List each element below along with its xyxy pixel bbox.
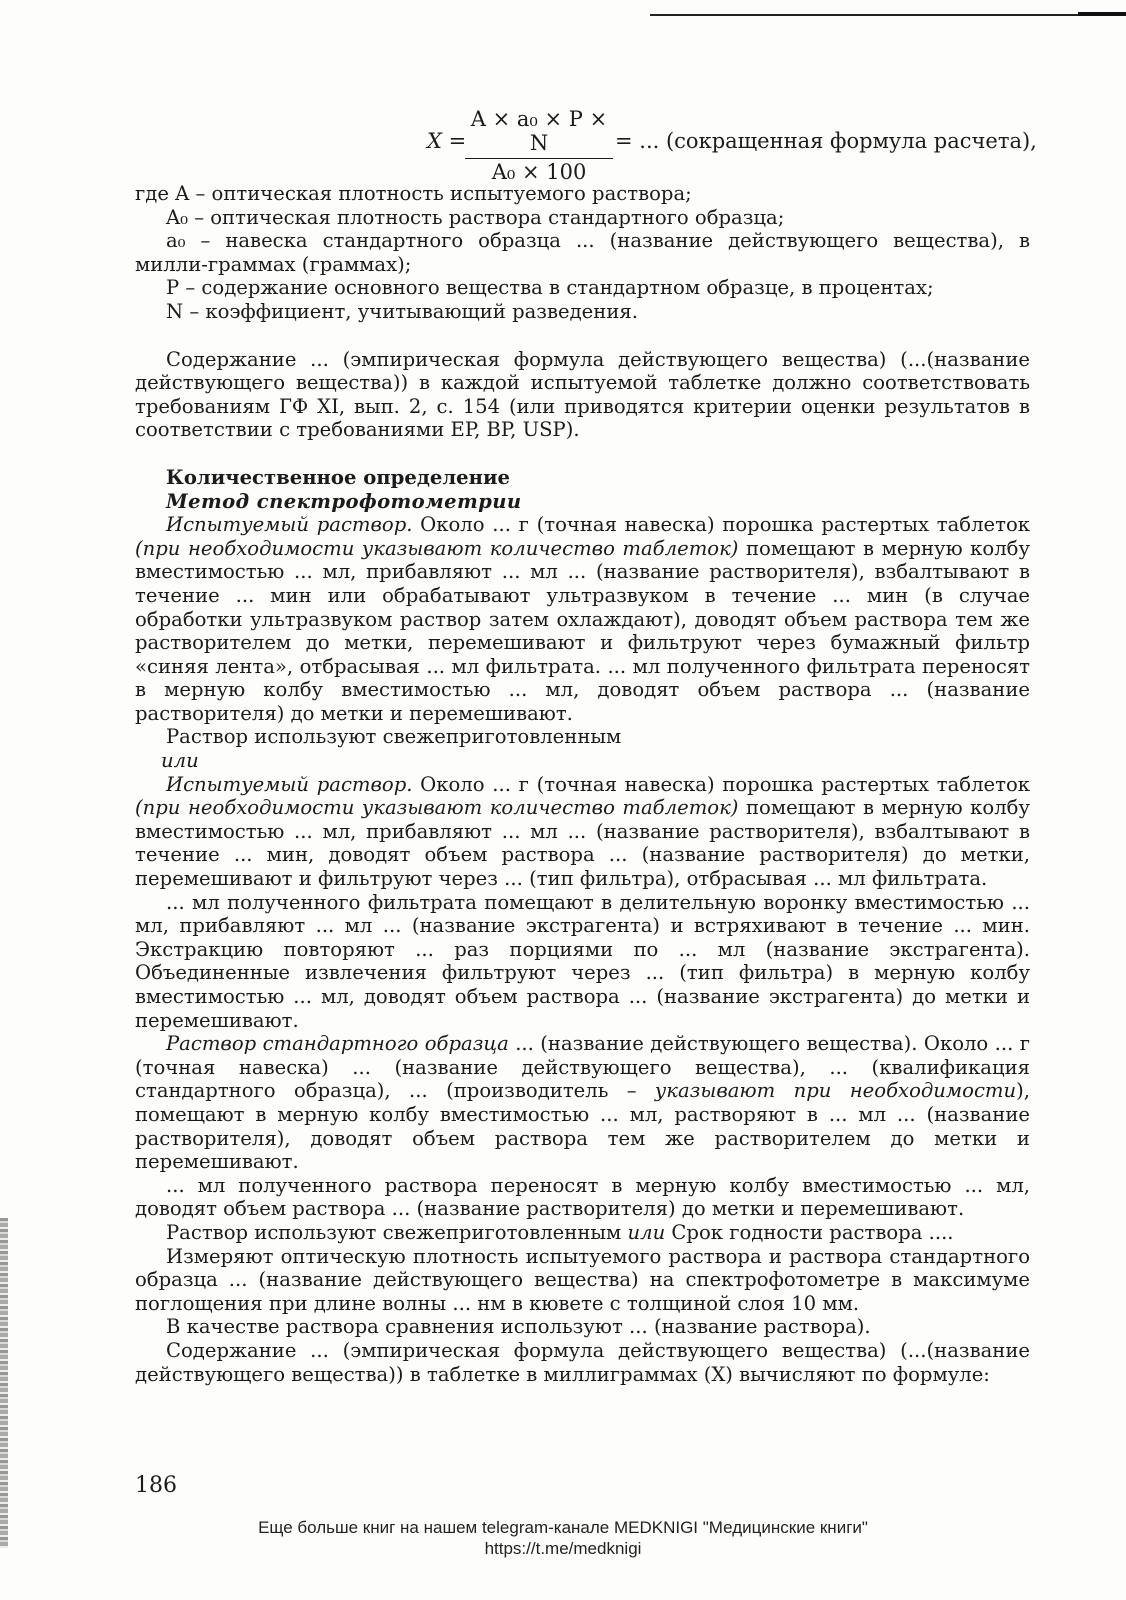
page-number: 186 <box>135 1473 177 1498</box>
definition-a0-mass: a₀ – навеска стандартного образца ... (название действующего вещества), в милли-граммах (граммах); <box>135 229 1030 276</box>
definition-n: N – коэффициент, учитывающий разведения. <box>166 299 638 323</box>
formula-fraction <box>465 108 613 185</box>
shelf-life-or: или <box>627 1220 666 1244</box>
standard-solution-label: Раствор стандартного образца <box>166 1032 509 1056</box>
top-rule-end <box>1078 12 1126 16</box>
footer-link[interactable]: https://t.me/medknigi <box>484 1539 642 1558</box>
formula-numerator: A × a₀ × P × N <box>465 108 613 159</box>
test-solution-label: Испытуемый раствор. <box>166 772 413 796</box>
standard-solution-text: ... (название действующего вещества). Около ... г (точная навеска) ... (название действующего вещества), ... (квалификация стандартного образца), ... (производитель – <box>135 1032 1030 1103</box>
formula-lhs: X = <box>427 129 467 153</box>
measurement-paragraph: Измеряют оптическую плотность испытуемого раствора и раствора стандартного образца ... (название действующего вещества) на спектрофотометре в максимуме поглощения при длине волны ... нм в кювете с толщиной слоя 10 мм. <box>135 1244 1030 1315</box>
scan-edge-artifact <box>0 1218 8 1548</box>
definition-a0: A₀ – оптическая плотность раствора стандартного образца; <box>166 205 785 229</box>
test-solution-text: Около ... г (точная навеска) порошка растертых таблеток <box>412 772 1030 796</box>
test-solution-note: (при необходимости указывают количество таблеток) <box>135 536 739 560</box>
test-solution-paragraph-1 <box>135 513 1030 725</box>
calculation-formula <box>135 107 1037 185</box>
calculation-paragraph: Содержание ... (эмпирическая формула действующего вещества) (...(название действующего вещества)) в таблетке в миллиграммах (X) вычисляют по формуле: <box>135 1338 1030 1386</box>
test-solution-note: (при необходимости указывают количество таблеток) <box>135 796 739 820</box>
test-solution-text: Около ... г (точная навеска) порошка растертых таблеток <box>412 513 1030 537</box>
method-subheading: Метод спектрофотометрии <box>166 489 522 513</box>
test-solution-text: помещают в мерную колбу вместимостью ... мл, прибавляют ... мл ... (название растворителя), взбалтывают в течение ... мин или обрабатывают ультразвуком в течение ... мин (в случае обработки ультразвуком раствор затем охлаждают), доводят объем раствора тем же растворителем до метки, перемешивают и фильтруют через бумажный фильтр «синяя лента», отбрасывая ... мл фильтрата. ... мл полученного фильтрата переносят в мерную колбу вместимостью ... мл, доводят объем раствора ... (название растворителя) до метки и перемешивают. <box>135 536 1030 725</box>
shelf-life-text: Срок годности раствора .... <box>665 1220 954 1244</box>
or-label: или <box>161 749 199 773</box>
test-solution-paragraph-2 <box>135 773 1030 891</box>
shelf-life-paragraph <box>135 1221 1030 1245</box>
footer-promo: Еще больше книг на нашем telegram-канале MEDKNIGI "Медицинские книги" <box>258 1518 868 1537</box>
definition-a: где A – оптическая плотность испытуемого раствора; <box>135 182 692 205</box>
standard-solution-text: ), помещают в мерную колбу вместимостью ... мл, растворяют в ... мл ... (название растворителя), доводят объем раствора тем же растворителем до метки и перемешивают. <box>135 1079 1030 1174</box>
formula-rhs: = ... (сокращенная формула расчета), <box>615 129 1037 153</box>
definition-p: P – содержание основного вещества в стандартном образце, в процентах; <box>166 276 934 300</box>
requirement-paragraph: Содержание ... (эмпирическая формула действующего вещества) (...(название действующего вещества)) в каждой испытуемой таблетке должно соответствовать требованиям ГФ XI, вып. 2, с. 154 (или приводятся критерии оценки результатов в соответствии с требованиями EP, BP, USP). <box>135 347 1030 442</box>
dilution-paragraph: ... мл полученного раствора переносят в мерную колбу вместимостью ... мл, доводят объем раствора ... (название растворителя) до метки и перемешивают. <box>135 1173 1030 1221</box>
reference-paragraph: В качестве раствора сравнения используют ... (название раствора). <box>166 1315 871 1339</box>
extraction-paragraph: ... мл полученного фильтрата помещают в делительную воронку вместимостью ... мл, прибавляют ... мл ... (название экстрагента) и встряхивают в течение ... мин. Экстракцию повторяют ... раз порциями по ... мл (название экстрагента). Объединенные извлечения фильтруют через ... (тип фильтра) в мерную колбу вместимостью ... мл, доводят объем раствора ... (название экстрагента) до метки и перемешивают. <box>135 890 1030 1032</box>
section-heading: Количественное определение <box>166 465 510 489</box>
test-solution-label: Испытуемый раствор. <box>166 513 413 537</box>
standard-solution-paragraph <box>135 1032 1030 1174</box>
formula-denominator: A₀ × 100 <box>491 160 587 185</box>
standard-solution-note: указывают при необходимости <box>654 1079 1017 1103</box>
fresh-note: Раствор используют свежеприготовленным <box>166 725 622 749</box>
page-body <box>135 107 1037 1386</box>
test-solution-text: помещают в мерную колбу вместимостью ... мл, прибавляют ... мл ... (название растворителя), взбалтывают в течение ... мин, доводят объем раствора ... (название растворителя) до метки, перемешивают и фильтруют через ... (тип фильтра), отбрасывая ... мл фильтрата. <box>135 796 1030 891</box>
shelf-life-text: Раствор используют свежеприготовленным <box>166 1220 628 1244</box>
top-rule <box>650 14 1126 16</box>
